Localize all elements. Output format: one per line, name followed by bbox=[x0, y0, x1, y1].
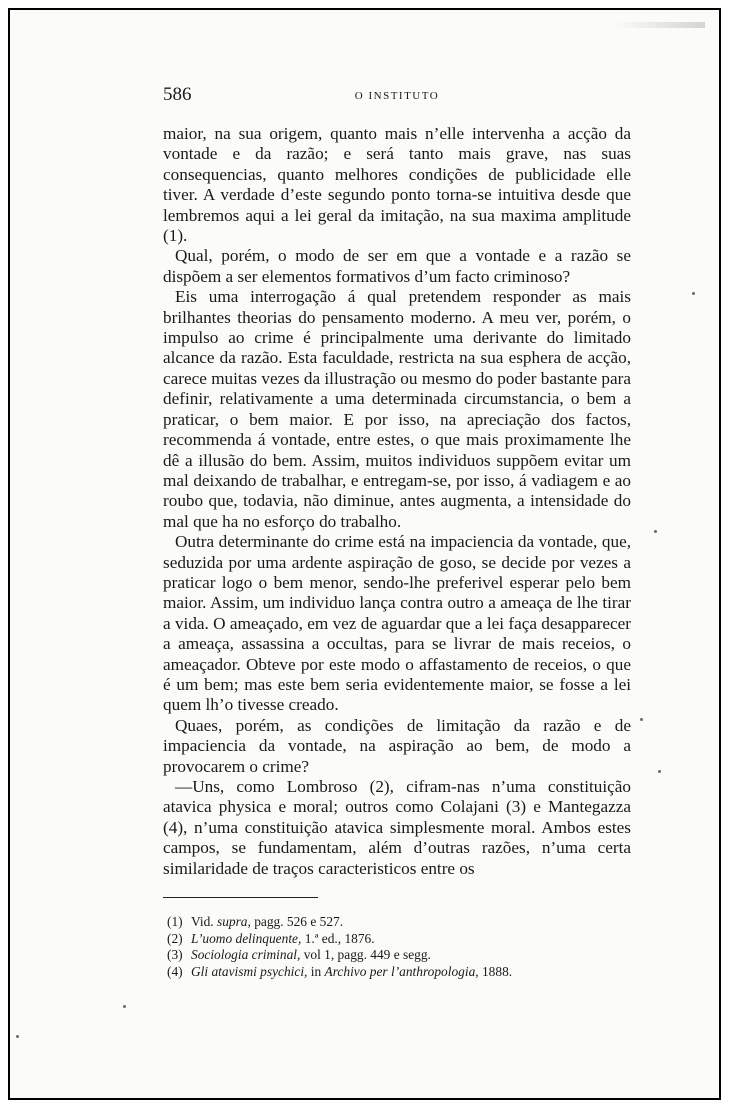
scan-speck bbox=[658, 770, 661, 773]
body-text bbox=[163, 124, 631, 879]
scan-speck bbox=[640, 718, 643, 721]
footnote-title: supra, bbox=[216, 914, 251, 930]
footnote-title: Gli atavismi psychici, bbox=[191, 963, 308, 979]
running-head bbox=[163, 84, 631, 124]
scan-smudge bbox=[615, 22, 705, 28]
footnote-mark: (4) bbox=[167, 963, 183, 979]
scan-speck bbox=[692, 292, 695, 295]
footnote-mark: (1) bbox=[167, 914, 183, 930]
footnote bbox=[167, 931, 631, 948]
footnote-text: in bbox=[307, 963, 325, 979]
book-page bbox=[163, 84, 631, 980]
footnote-title: L’uomo delinquente, bbox=[191, 930, 302, 946]
scan-speck bbox=[654, 530, 657, 533]
footnote bbox=[167, 964, 631, 981]
paragraph: maior, na sua origem, quanto mais n’elle intervenha a acção da vontade e da razão; e será tanto mais grave, nas suas consequencias, quanto melhores condições de publicidade elle tiver. A verdade d’este segundo ponto torna-se intuitiva desde que lembremos aqui a lei geral da imitação, na sua maxima amplitude (1). bbox=[163, 124, 631, 246]
footnote bbox=[167, 914, 631, 931]
paragraph: Outra determinante do crime está na impaciencia da vontade, que, seduzida por uma ardente aspiração de goso, se decide por vezes a praticar logo o bem menor, sendo-lhe preferivel esperar pelo bem maior. Assim, um individuo lança contra outro a ameaça de lhe tirar a vida. O ameaçado, em vez de aguardar que a lei faça desapparecer a ameaça, assassina a occultas, para se livrar de mais receios, o ameaçador. Obteve por este modo o affastamento de receios, o que é um bem; mas este bem seria evidentemente maior, se fosse a lei quem lh’o tivesse creado. bbox=[163, 532, 631, 715]
paragraph: Quaes, porém, as condições de limitação da razão e de impaciencia da vontade, na aspiração ao bem, de modo a provocarem o crime? bbox=[163, 715, 631, 776]
footnote-text: 1.ª ed., 1876. bbox=[301, 930, 375, 946]
journal-title: O INSTITUTO bbox=[354, 90, 440, 102]
paragraph: Eis uma interrogação á qual pretendem responder as mais brilhantes theorias do pensamento moderno. A meu ver, porém, o impulso ao crime é principalmente uma derivante do limitado alcance da razão. Esta faculdade, restricta na sua esphera de acção, carece muitas vezes da illustração ou mesmo do poder bastante para definir, relativamente a uma determinada circumstancia, o bem a praticar, o bem maior. E por isso, na apreciação dos factos, recommenda á vontade, entre estes, o que mais proximamente lhe dê a illusão do bem. Assim, muitos individuos suppõem evitar um mal deixando de trabalhar, e entregam-se, por isso, á vadiagem e ao roubo que, todavia, não diminue, antes augmenta, a intensidade do mal que ha no esforço do trabalho. bbox=[163, 287, 631, 531]
footnote-title: Sociologia criminal, bbox=[191, 947, 301, 963]
footnote-title: Archivo per l’anthropologia, bbox=[324, 963, 479, 979]
footnotes bbox=[163, 914, 631, 980]
footnote-text: vol 1, pagg. 449 e segg. bbox=[300, 947, 431, 963]
page-number: 586 bbox=[163, 84, 192, 105]
footnote-rule bbox=[163, 897, 318, 898]
scan-speck bbox=[123, 1005, 126, 1008]
footnote-text: 1888. bbox=[478, 963, 513, 979]
footnote-mark: (2) bbox=[167, 930, 183, 946]
footnote-mark: (3) bbox=[167, 947, 183, 963]
scan-speck bbox=[16, 1035, 19, 1038]
paragraph: —Uns, como Lombroso (2), cifram-nas n’uma constituição atavica physica e moral; outros como Colajani (3) e Mantegazza (4), n’uma constituição atavica simplesmente moral. Ambos estes campos, se fundamentam, além d’outras razões, n’uma certa similaridade de traços caracteristicos entre os bbox=[163, 777, 631, 878]
footnote bbox=[167, 947, 631, 964]
footnote-text: pagg. 526 e 527. bbox=[250, 914, 344, 930]
footnote-text: Vid. bbox=[191, 914, 217, 930]
paragraph: Qual, porém, o modo de ser em que a vontade e a razão se dispõem a ser elementos formativos d’um facto criminoso? bbox=[163, 246, 631, 286]
